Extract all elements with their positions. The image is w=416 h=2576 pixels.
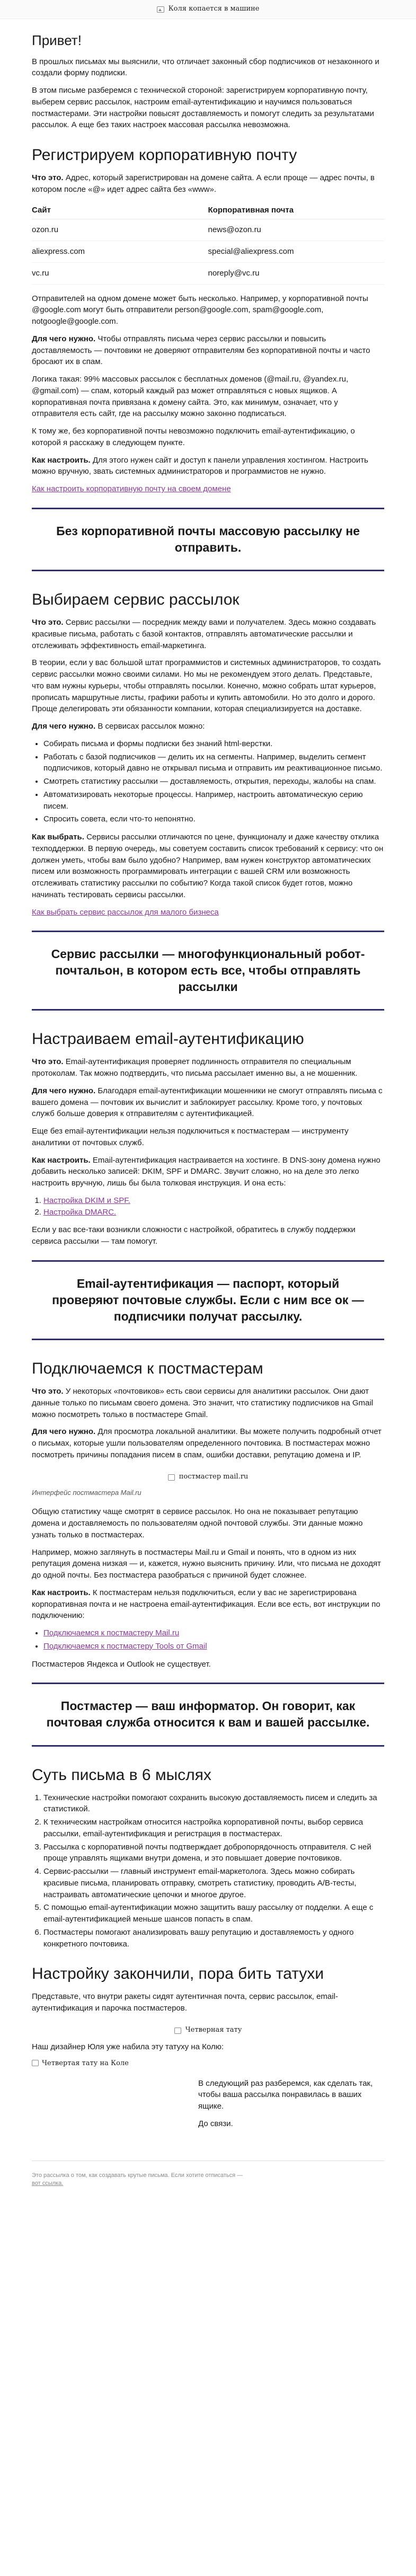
intro-paragraph: В прошлых письмах мы выяснили, что отличает законный сбор подписчиков от незаконного и создали форму подписки. xyxy=(32,57,379,78)
text: Email-аутентификация настраивается на хостинге. В DNS-зону домена нужно добавить несколько записей: DKIM, SPF и DMARC. Звучит сложно, но на деле это легко настроить вручную, лишь бы была толковая инструкция. И она есть: xyxy=(32,1155,380,1188)
section-title: Настройку закончили, пора бить татухи xyxy=(32,1965,324,1983)
image-alt: постмастер mail.ru xyxy=(179,1473,249,1481)
list-item: 1. Технические настройки помогают сохранить высокую доставляемость писем и следить за статистикой. xyxy=(43,1792,384,1816)
greeting: Привет! xyxy=(32,32,82,48)
signature-text xyxy=(198,2059,384,2136)
gmail-postmaster-link[interactable]: Подключаемся к постмастеру Tools от Gmail xyxy=(43,1641,207,1651)
image-alt: Четверная тату xyxy=(185,2026,242,2034)
section-title: Выбираем сервис рассылок xyxy=(32,591,240,609)
label: Как настроить. xyxy=(32,1155,91,1165)
text: Для просмотра локальной аналитики. Вы можете получить подробный отчет о письмах, которые ушли пользователям определенного почтовика. В постмастерах можно посмотреть причины попадания писем в спам, ошибки доставки, репутацию домена и IP. xyxy=(32,1427,382,1459)
header-image-alt: Коля копается в машине xyxy=(168,5,260,13)
auth-links-list xyxy=(43,1195,384,1218)
section-summary xyxy=(32,1766,384,1950)
footer xyxy=(32,2168,384,2202)
postmaster-image xyxy=(32,1467,384,1488)
section-esp xyxy=(32,590,384,1011)
tattoo-image xyxy=(32,2020,384,2041)
label: Что это. xyxy=(32,1387,64,1396)
paragraph xyxy=(32,1426,384,1460)
paragraph: Еще без email-аутентификации нельзя подключиться к постмастерам — инструменту аналитики от почтовых служб. xyxy=(32,1127,349,1147)
column-header: Корпоративная почта xyxy=(208,201,385,219)
paragraph xyxy=(32,333,384,368)
paragraph xyxy=(32,1085,384,1120)
signature-row xyxy=(32,2059,384,2149)
image-icon xyxy=(174,2028,181,2034)
label: Для чего нужно. xyxy=(32,722,96,731)
paragraph: Постмастеров Яндекса и Outlook не существует. xyxy=(32,1659,211,1669)
label: Как настроить. xyxy=(32,1588,91,1597)
summary-list xyxy=(43,1792,384,1950)
text: Благодаря email-аутентификации мошенники не смогут отправлять письма с вашего домена — почтовик их вычислит и заблокирует рассылку. Кроме того, у почтовых служб больше доверия к отправителям с аутентификацией. xyxy=(32,1086,383,1119)
section-title: Регистрируем корпоративную почту xyxy=(32,146,297,164)
image-alt: Четвертая тату на Коле xyxy=(42,2059,129,2067)
section-title: Подключаемся к постмастерам xyxy=(32,1360,263,1378)
paragraph xyxy=(32,831,384,901)
list-item: • Автоматизировать некоторые процессы. Например, настроить автоматическую серию писем. xyxy=(43,789,384,812)
paragraph: В следующий раз разберемся, как сделать так, чтобы ваша рассылка понравилась в ваших ящике. xyxy=(198,2078,373,2111)
text: У некоторых «почтовиков» есть свои сервисы для аналитики рассылок. Они дают данные только по письмам своего домена. Это значит, что статистику подписчиков на Gmail можно посмотреть только в постмастере Gmail. xyxy=(32,1387,374,1419)
section-postmasters xyxy=(32,1359,384,1746)
text: К постмастерам нельзя подключиться, если у вас не зарегистрирована корпоративная почта и не настроена email-аутентификация. Если все есть, вот инструкции по подключению: xyxy=(32,1588,380,1621)
label: Что это. xyxy=(32,173,64,183)
column-header: Сайт xyxy=(32,201,208,219)
esp-guide-link[interactable]: Как выбрать сервис рассылок для малого бизнеса xyxy=(32,907,219,917)
table-cell: noreply@vc.ru xyxy=(208,262,385,284)
image-icon xyxy=(157,6,164,13)
label: Для чего нужно. xyxy=(32,1427,96,1437)
label: Как выбрать. xyxy=(32,833,84,842)
dkim-spf-link[interactable]: Настройка DKIM и SPF. xyxy=(43,1196,130,1205)
label: Как настроить. xyxy=(32,455,91,465)
callout: Email-аутентификация — паспорт, который проверяют почтовые службы. Если с ним все ок — подписчики получат рассылку. xyxy=(32,1260,384,1340)
table-cell: news@ozon.ru xyxy=(208,219,385,241)
list-item: 4. Сервис-рассылки — главный инструмент email-маркетолога. Здесь можно собирать красивые письма, планировать отправку, смотреть статистику, проводить A/B-тесты, настраивать автоматические цепочки и многое другое. xyxy=(43,1866,384,1900)
footer-text: Это рассылка о том, как создавать крутые письма. Если хотите отписаться — xyxy=(32,2172,243,2179)
kolya-tattoo-image xyxy=(32,2059,185,2149)
callout: Сервис рассылки — многофункциональный робот-почтальон, в котором есть все, чтобы отправлять рассылки xyxy=(32,931,384,1011)
unsubscribe-link[interactable]: вот ссылка. xyxy=(32,2180,64,2187)
paragraph xyxy=(32,1386,384,1420)
paragraph: Общую статистику чаще смотрят в сервисе рассылок. Но она не показывает репутацию домена и доставляемость по пользователям одной почтовой службы. Эти данные можно узнать только в постмастерах. xyxy=(32,1507,363,1539)
section-title: Настраиваем email-аутентификацию xyxy=(32,1030,304,1048)
list-item xyxy=(43,1627,384,1639)
table-header-row xyxy=(32,201,384,219)
features-list xyxy=(43,738,384,825)
list-item: • Работать с базой подписчиков — делить их на сегменты. Например, выделить сегмент подписчиков, который давно не открывал письма и отправить им реактивационное письмо. xyxy=(43,751,384,775)
section-corp-mail xyxy=(32,146,384,571)
domains-table xyxy=(32,201,384,285)
section-title: Суть письма в 6 мыслях xyxy=(32,1766,211,1784)
paragraph: Например, можно заглянуть в постмастеры Mail.ru и Gmail и понять, что в одном из них репутация домена низкая — и, кажется, нужно выяснить причину. Или, что письма не доходят до одной почты. Без постмастера разобраться с причиной будет сложнее. xyxy=(32,1547,381,1580)
intro-section xyxy=(32,31,384,131)
paragraph: Отправителей на одном домене может быть несколько. Например, у корпоративной почты @google.com могут быть отправители person@google.com, spam@google.com, notgoogle@google.com. xyxy=(32,294,368,326)
callout: Без корпоративной почты массовую рассылку не отправить. xyxy=(32,508,384,571)
list-item: • Смотреть статистику рассылки — доставляемость, открытия, переходы, жалобы на спам. xyxy=(43,776,384,787)
label: Для чего нужно. xyxy=(32,1086,96,1095)
label: Для чего нужно. xyxy=(32,334,96,343)
paragraph xyxy=(32,1155,384,1189)
dmarc-link[interactable]: Настройка DMARC. xyxy=(43,1207,117,1217)
header-image xyxy=(0,0,416,19)
table-row xyxy=(32,262,384,284)
table-cell: vc.ru xyxy=(32,262,208,284)
paragraph xyxy=(32,1587,384,1622)
paragraph: В теории, если у вас большой штат программистов и системных администраторов, то создать сервис рассылки можно своими силами. Но мы не рекомендуем этого делать. Представьте, что вам нужны курьеры, чтобы отправлять посылки. Конечно, можно собрать штат курьеров, прописать маршрутные листы, графики работы и купить автомобили. Но это долго и дорого. Проще делегировать эти обязанности компании, которая специализируется на доставке. xyxy=(32,658,381,714)
text: Сервисы рассылки отличаются по цене, функционалу и даже качеству отклика техподдержки. В первую очередь, мы советуем составить список требований к сервису: что он должен уметь, чтобы вам было удобно? Например, вам нужен конструктор автоматических писем или возможность программировать интеграции с вашей CRM или возможность отслеживать статистику рассылки по событию? Когда такой список будет готов, можно начинать тестировать сервисы рассылки. xyxy=(32,833,384,899)
paragraph xyxy=(32,907,384,918)
label: Что это. xyxy=(32,618,64,627)
paragraph xyxy=(32,617,384,651)
list-item: 6. Постмастеры помогают анализировать вашу репутацию и доставляемость у одного конкретного почтовика. xyxy=(43,1927,384,1950)
list-item: 5. С помощью email-аутентификации можно защитить вашу рассылку от подделки. А еще с email-аутентификацией меньше шансов попасть в спам. xyxy=(43,1902,384,1925)
paragraph: Если у вас все-таки возникли сложности с настройкой, обратитесь в службу поддержки сервиса рассылки — там помогут. xyxy=(32,1225,356,1246)
paragraph xyxy=(32,483,384,495)
callout: Постмастер — ваш информатор. Он говорит, как почтовая служба относится к вам и вашей рассылке. xyxy=(32,1683,384,1746)
image-caption: Интерфейс постмастера Mail.ru xyxy=(32,1488,141,1497)
text: Для этого нужен сайт и доступ к панели управления хостингом. Настроить можно вручную, звать системных администраторов и программистов не нужно. xyxy=(32,455,368,476)
intro-paragraph: В этом письме разберемся с технической стороной: зарегистрируем корпоративную почту, выберем сервис рассылок, настроим email-аутентификацию и научимся пользоваться постмастерами. Эти настройки повысят доставляемость и помогут следить за результатами рассылок. А еще без таких настроек массовая рассылка невозможна. xyxy=(32,86,374,130)
postmaster-links-list xyxy=(43,1627,384,1652)
table-row xyxy=(32,241,384,263)
section-email-auth xyxy=(32,1030,384,1340)
image-icon xyxy=(168,1474,175,1481)
paragraph: К тому же, без корпоративной почты невозможно подключить email-аутентификацию, о которой я расскажу в следующем пункте. xyxy=(32,427,355,447)
paragraph: Наш дизайнер Юля уже набила эту татуху на Колю: xyxy=(32,2042,224,2051)
sign-off: До связи. xyxy=(198,2119,233,2128)
mailru-postmaster-link[interactable]: Подключаемся к постмастеру Mail.ru xyxy=(43,1628,180,1638)
corp-mail-guide-link[interactable]: Как настроить корпоративную почту на своем домене xyxy=(32,484,231,494)
list-item: • Спросить совета, если что-то непонятно. xyxy=(43,813,384,825)
paragraph xyxy=(32,721,384,732)
text: Email-аутентификация проверяет подлинность отправителя по специальным протоколам. Так можно подтвердить, что письма рассылает именно вы, а не мошенник. xyxy=(32,1057,358,1078)
table-cell: ozon.ru xyxy=(32,219,208,241)
table-cell: aliexpress.com xyxy=(32,241,208,263)
list-item: 2. К техническим настройкам относится настройка корпоративной почты, выбор сервиса рассылки, email-аутентификация и регистрация в постмастерах. xyxy=(43,1817,384,1840)
image-icon xyxy=(32,2060,39,2066)
section-tattoo xyxy=(32,1964,384,2148)
text: Сервис рассылки — посредник между вами и получателем. Здесь можно создавать красивые письма, работать с базой контактов, отправлять автоматические рассылки и отслеживать эффективность email-маркетинга. xyxy=(32,618,376,650)
paragraph xyxy=(32,172,384,196)
label: Что это. xyxy=(32,1057,64,1067)
list-item: 3. Рассылка с корпоративной почты подтверждает добропорядочность отправителя. С ней проще управлять ящиками внутри домена, и это повышает доверие почтовиков. xyxy=(43,1842,384,1865)
list-item xyxy=(43,1641,384,1652)
list-item xyxy=(43,1207,384,1218)
paragraph: Логика такая: 99% массовых рассылок с бесплатных доменов (@mail.ru, @yandex.ru, @gmail.com) — спам, который каждый раз может отправляться с новых ящиков. А корпоративная почта привязана к домену сайта. Это, как минимум, означает, что у отправителя есть сайт, где на рассылку можно законно подписаться. xyxy=(32,375,349,419)
text: В сервисах рассылок можно: xyxy=(95,722,205,731)
paragraph: Представьте, что внутри ракеты сидят аутентичная почта, сервис рассылок, email-аутентификация и парочка постмастеров. xyxy=(32,1992,338,2013)
list-item xyxy=(43,1195,384,1207)
list-item: • Собирать письма и формы подписки без знаний html-верстки. xyxy=(43,738,384,750)
text: Чтобы отправлять письма через сервис рассылки и повысить доставляемость — почтовики не доверяют отправителям без корпоративной почты и часто бросают их в спам. xyxy=(32,334,370,367)
email-content xyxy=(32,19,384,2202)
table-row xyxy=(32,219,384,241)
text: Адрес, который зарегистрирован на домене сайта. А если проще — адрес почты, в котором после «@» идет адрес сайта без «www». xyxy=(32,173,375,194)
table-cell: special@aliexpress.com xyxy=(208,241,385,263)
paragraph xyxy=(32,455,384,478)
paragraph xyxy=(32,1056,384,1079)
